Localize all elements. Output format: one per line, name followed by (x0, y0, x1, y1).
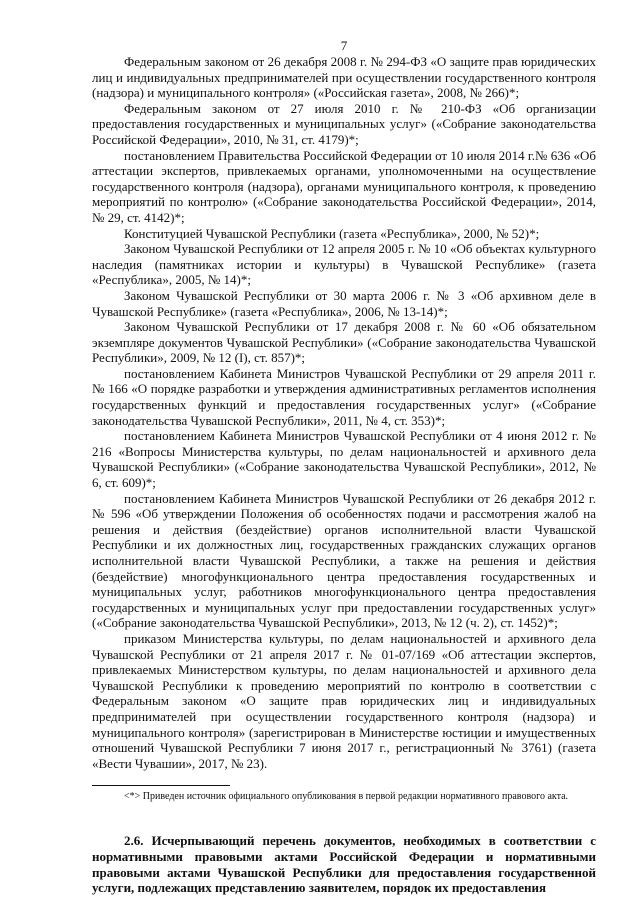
page-number: 7 (340, 38, 348, 53)
legal-basis-item: Конституцией Чувашской Республики (газета «Республика», 2000, № 52)*; (124, 225, 540, 241)
section-heading: 2.6. Исчерпывающий перечень документов, необходимых в соответствии с нормативными правовыми актами Российской Федерации и нормативными правовыми актами Чувашской Республики для предоставления государственной услуги, подлежащих представлению заявителем, порядок их предоставления (92, 833, 596, 896)
legal-basis-item: постановлением Кабинета Министров Чувашской Республики от 29 апреля 2011 г. № 166 «О порядке разработки и утверждения административных регламентов исполнения государственных функций и предоставления государственных услуг» («Собрание законодательства Чувашской Республики», 2011, № 4, ст. 353)*; (92, 365, 596, 428)
legal-basis-item: Законом Чувашской Республики от 17 декабря 2008 г. № 60 «Об обязательном экземпляре документов Чувашской Республики» («Собрание законодательства Чувашской Республики», 2009, № 12 (I), ст. 857)*; (92, 319, 596, 366)
legal-basis-item: Законом Чувашской Республики от 12 апреля 2005 г. № 10 «Об объектах культурного наследия (памятниках истории и культуры) в Чувашской Республике» (газета «Республика», 2005, № 14)*; (92, 241, 596, 288)
legal-basis-list (92, 54, 596, 771)
footnote: <*> Приведен источник официального опубликования в первой редакции нормативного правового акта. (124, 791, 569, 803)
legal-basis-item: постановлением Кабинета Министров Чувашской Республики от 4 июня 2012 г. № 216 «Вопросы Министерства культуры, по делам национальностей и архивного дела Чувашской Республики» («Собрание законодательства Чувашской Республики», 2012, № 6, ст. 609)*; (92, 428, 596, 491)
footnote-divider (92, 785, 230, 786)
legal-basis-item: Законом Чувашской Республики от 30 марта 2006 г. № 3 «Об архивном деле в Чувашской Республике» (газета «Республика», 2006, № 13-14)*; (92, 287, 596, 319)
legal-basis-item: приказом Министерства культуры, по делам национальностей и архивного дела Чувашской Республики от 21 апреля 2017 г. № 01-07/169 «Об аттестации экспертов, привлекаемых Министерством культуры, по делам национальностей и архивного дела Чувашской Республики к проведению мероприятий по контролю в соответствии с Федеральным законом «О защите прав юридических лиц и индивидуальных предпринимателей при осуществлении государственного контроля (надзора) и муниципального контроля» (зарегистрирован в Министерстве юстиции и имущественных отношений Чувашской Республики 7 июня 2017 г., регистрационный № 3761) (газета «Вести Чувашии», 2017, № 23). (92, 630, 596, 771)
legal-basis-item: постановлением Кабинета Министров Чувашской Республики от 26 декабря 2012 г. № 596 «Об утверждении Положения об особенностях подачи и рассмотрения жалоб на решения и действия (бездействие) органов исполнительной власти Чувашской Республики и их должностных лиц, государственных гражданских служащих органов исполнительной власти Чувашской Республики, а также на решения и действия (бездействие) многофункционального центра предоставления государственных и муниципальных услуг, работников многофункционального центра предоставления государственных и муниципальных услуг при предоставлении государственных услуг» («Собрание законодательства Чувашской Республики», 2013, № 12 (ч. 2), ст. 1452)*; (92, 490, 596, 631)
legal-basis-item: Федеральным законом от 26 декабря 2008 г. № 294-ФЗ «О защите прав юридических лиц и индивидуальных предпринимателей при осуществлении государственного контроля (надзора) и муниципального контроля» («Российская газета», 2008, № 266)*; (92, 54, 596, 101)
legal-basis-item: постановлением Правительства Российской Федерации от 10 июля 2014 г.№ 636 «Об аттестации экспертов, привлекаемых органами, уполномоченными на осуществление государственного контроля (надзора), органами муниципального контроля, к проведению мероприятий по контролю» («Собрание законодательства Российской Федерации», 2014, № 29, ст. 4142)*; (92, 147, 596, 225)
legal-basis-item: Федеральным законом от 27 июля 2010 г. № 210-ФЗ «Об организации предоставления государственных и муниципальных услуг» («Собрание законодательства Российской Федерации», 2010, № 31, ст. 4179)*; (92, 100, 596, 147)
